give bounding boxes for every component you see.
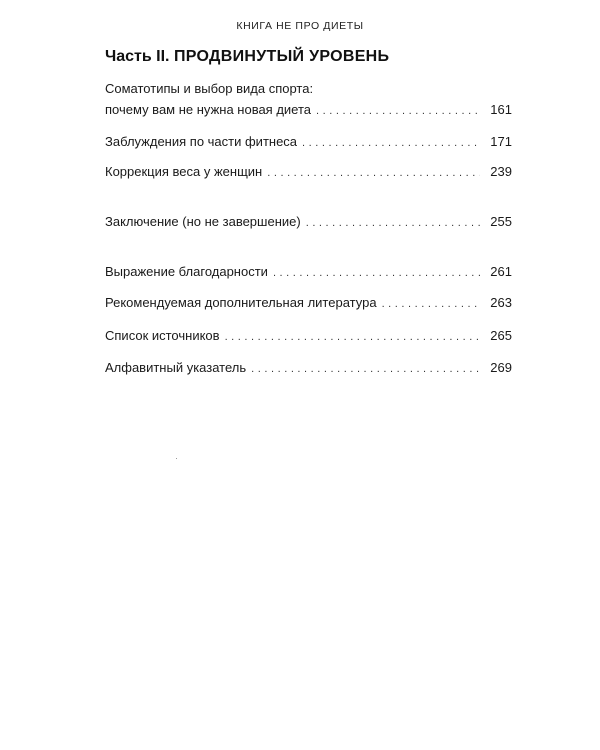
part-title: ПРОДВИНУТЫЙ УРОВЕНЬ xyxy=(173,48,390,65)
running-header: КНИГА НЕ ПРО ДИЕТЫ xyxy=(236,20,364,32)
toc-entry-title: Заблуждения по части фитнеса xyxy=(105,134,298,149)
toc-entry-title: Алфавитный указатель xyxy=(105,360,247,375)
part-heading xyxy=(105,48,389,66)
dot-leader xyxy=(273,265,480,282)
part-number: Часть II. xyxy=(105,48,170,65)
toc-page-number: 171 xyxy=(490,134,512,149)
toc-entry-conclusion xyxy=(105,213,512,232)
toc-entry-title: Заключение (но не завершение) xyxy=(105,214,301,229)
dot-leader xyxy=(225,329,480,346)
toc-entry-references xyxy=(105,327,512,346)
dot-leader xyxy=(316,103,480,120)
toc-page-number: 263 xyxy=(490,295,512,310)
dot-leader xyxy=(306,215,480,232)
dot-leader xyxy=(251,361,480,378)
toc-entry-women-weight xyxy=(105,163,512,182)
toc-entry-title: Коррекция веса у женщин xyxy=(105,164,263,179)
toc-entry-title: Список источников xyxy=(105,328,220,343)
toc-page-number: 265 xyxy=(490,328,512,343)
toc-entry-title-line1: Соматотипы и выбор вида спорта: xyxy=(105,81,314,96)
toc-page-number: 255 xyxy=(490,214,512,229)
scan-speck xyxy=(176,458,177,459)
toc-entry-further-reading xyxy=(105,294,512,313)
dot-leader xyxy=(267,165,480,182)
toc-page-number: 161 xyxy=(490,102,512,117)
toc-entry-title: Выражение благодарности xyxy=(105,264,268,279)
toc-page-number: 239 xyxy=(490,164,512,179)
toc-entry-somatotypes xyxy=(105,80,512,120)
dot-leader xyxy=(302,135,480,152)
toc-entry-fitness-myths xyxy=(105,133,512,152)
toc-entry-acknowledgements xyxy=(105,263,512,282)
toc-entry-title: почему вам не нужна новая диета xyxy=(105,102,312,117)
toc-page-number: 261 xyxy=(490,264,512,279)
toc-page-number: 269 xyxy=(490,360,512,375)
dot-leader xyxy=(382,296,480,313)
toc-entry-index xyxy=(105,359,512,378)
toc-entry-title: Рекомендуемая дополнительная литература xyxy=(105,295,377,310)
